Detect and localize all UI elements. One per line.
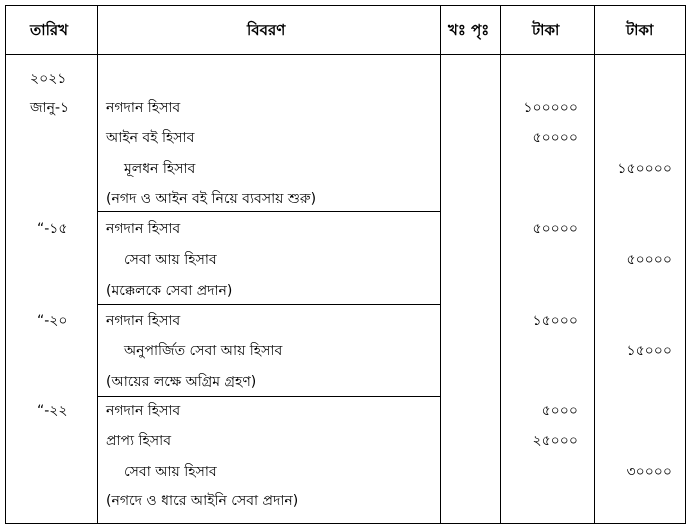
debit-amount: ৫০০০	[541, 403, 578, 419]
col-border-date	[97, 5, 98, 524]
narration: (আয়ের লক্ষে অগ্রিম গ্রহণ)	[106, 374, 257, 390]
table-bottom-border	[5, 523, 686, 524]
entry-separator	[97, 304, 440, 305]
account-credit: সেবা আয় হিসাব	[124, 464, 217, 480]
header-debit: টাকা	[532, 21, 560, 39]
entry-separator	[97, 396, 440, 397]
entry-date: “-২০	[37, 313, 68, 329]
debit-amount: ৫০০০০	[532, 130, 578, 146]
col-border-lf	[500, 5, 501, 524]
account-debit: নগদান হিসাব	[106, 403, 181, 419]
col-border-particulars	[440, 5, 441, 524]
account-debit: নগদান হিসাব	[106, 221, 181, 237]
col-border-right	[685, 5, 686, 524]
narration: (মক্কেলকে সেবা প্রদান)	[106, 283, 233, 299]
narration: (নগদ ও আইন বই নিয়ে ব্যবসায় শুরু)	[106, 191, 317, 207]
header-bottom-border	[5, 54, 686, 55]
account-debit: প্রাপ্য হিসাব	[106, 433, 171, 449]
credit-amount: ৩০০০০	[626, 464, 672, 480]
account-debit: আইন বই হিসাব	[106, 130, 195, 146]
account-debit: নগদান হিসাব	[106, 313, 181, 329]
header-lf: খঃ পৃঃ	[448, 21, 490, 39]
entry-year: ২০২১	[30, 71, 67, 87]
table-top-border	[5, 5, 686, 6]
entry-date: জানু-১	[30, 100, 70, 116]
debit-amount: ২৫০০০	[532, 433, 578, 449]
account-credit: মূলধন হিসাব	[124, 161, 196, 177]
narration: (নগদে ও ধারে আইনি সেবা প্রদান)	[106, 493, 299, 509]
account-debit: নগদান হিসাব	[106, 100, 181, 116]
debit-amount: ৫০০০০	[532, 221, 578, 237]
account-credit: সেবা আয় হিসাব	[124, 252, 217, 268]
header-particulars: বিবরণ	[247, 21, 286, 39]
entry-date: “-১৫	[37, 221, 68, 237]
entry-date: “-২২	[37, 403, 68, 419]
header-credit: টাকা	[626, 21, 654, 39]
credit-amount: ১৫০০০	[626, 343, 672, 359]
credit-amount: ৫০০০০	[626, 252, 672, 268]
credit-amount: ১৫০০০০	[617, 161, 672, 177]
col-border-debit	[594, 5, 595, 524]
entry-separator	[97, 211, 440, 212]
debit-amount: ১০০০০০	[523, 100, 578, 116]
account-credit: অনুপার্জিত সেবা আয় হিসাব	[124, 343, 283, 359]
header-date: তারিখ	[30, 21, 68, 39]
col-border-left	[5, 5, 6, 524]
debit-amount: ১৫০০০	[532, 313, 578, 329]
